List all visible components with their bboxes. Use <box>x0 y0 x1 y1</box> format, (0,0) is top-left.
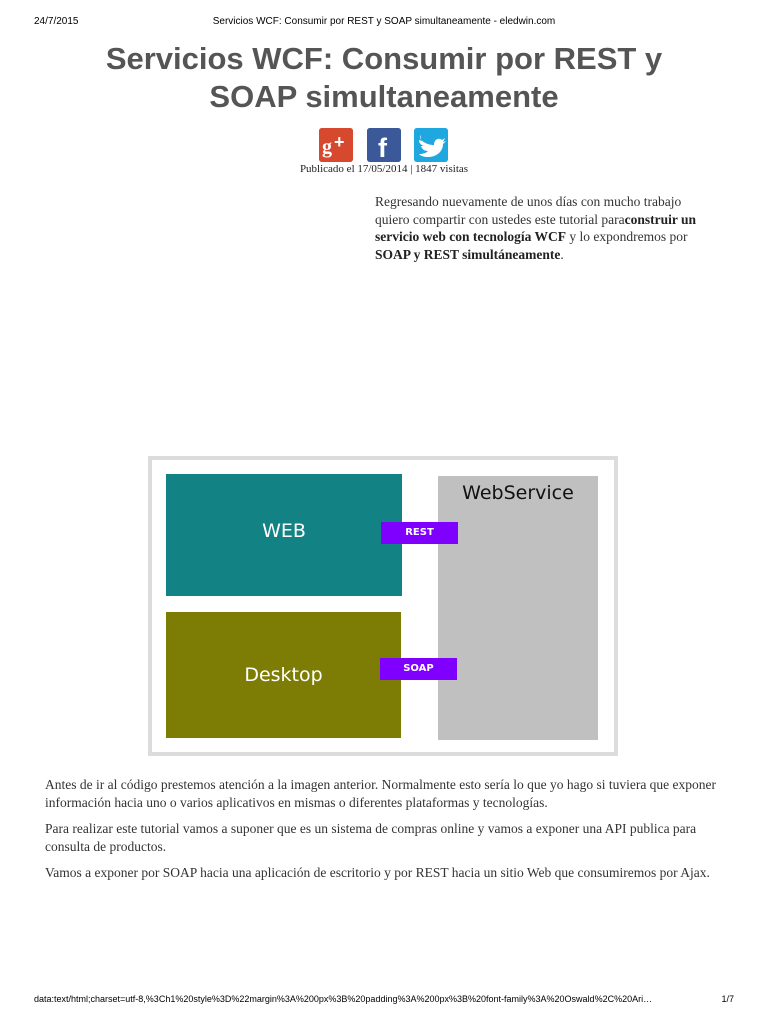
web-client-box <box>166 474 402 596</box>
body-paragraph-2: Para realizar este tutorial vamos a suponer que es un sistema de compras online y vamos a exponer una API publica para consulta de productos. <box>45 821 697 854</box>
twitter-share-button[interactable] <box>414 128 448 162</box>
body-paragraph-3: Vamos a exponer por SOAP hacia una aplicación de escritorio y por REST hacia un sitio Web que consumiremos por Ajax. <box>45 865 710 880</box>
intro-text-3: . <box>560 246 564 262</box>
google-plus-share-button[interactable] <box>319 128 353 162</box>
soap-tag: SOAP <box>380 658 457 680</box>
svg-text:f: f <box>378 133 387 162</box>
facebook-icon <box>367 128 401 162</box>
webservice-label: WebService <box>462 482 574 504</box>
print-page-title: Servicios WCF: Consumir por REST y SOAP simultaneamente - eledwin.com <box>212 16 556 27</box>
article-title-line2: SOAP simultaneamente <box>209 79 559 114</box>
print-header <box>34 16 734 30</box>
rest-tag: REST <box>381 522 458 544</box>
intro-text-1: Regresando nuevamente de unos días con mucho trabajo quiero compartir con ustedes este tutorial para <box>375 194 682 227</box>
print-footer <box>34 994 734 1008</box>
web-label: WEB <box>262 520 306 542</box>
print-url: data:text/html;charset=utf-8,%3Ch1%20style%3D%22margin%3A%200px%3B%20padding%3A%200px%3B%20font-family%3A%20Oswald%2C%20Ari… <box>34 994 653 1004</box>
svg-text:g: g <box>322 136 332 158</box>
desktop-client-box <box>166 612 401 738</box>
body-paragraph-1: Antes de ir al código prestemos atención a la imagen anterior. Normalmente esto sería lo que yo hago si tuviera que exponer información hacia uno o varios aplicativos en mismas o diferentes plataformas y tecnologías. <box>45 777 717 810</box>
article-title <box>40 40 728 116</box>
intro-bold-2: SOAP y REST simultáneamente <box>375 246 561 262</box>
svg-text:+: + <box>334 132 345 152</box>
print-date: 24/7/2015 <box>34 16 79 27</box>
twitter-icon <box>414 128 448 162</box>
desktop-label: Desktop <box>244 664 323 686</box>
article-body <box>45 776 725 891</box>
google-plus-icon <box>319 128 353 162</box>
article-title-line1: Servicios WCF: Consumir por REST y <box>105 41 663 76</box>
facebook-share-button[interactable] <box>367 128 401 162</box>
intro-paragraph <box>375 193 705 263</box>
webservice-box <box>438 476 598 740</box>
page-number: 1/7 <box>721 994 734 1004</box>
architecture-diagram <box>148 456 618 756</box>
publish-meta: Publicado el 17/05/2014 | 1847 visitas <box>299 163 469 175</box>
intro-text-2: y lo expondremos por <box>565 229 688 244</box>
intro-bold-1: construir un servicio web con tecnología WCF <box>375 211 697 244</box>
